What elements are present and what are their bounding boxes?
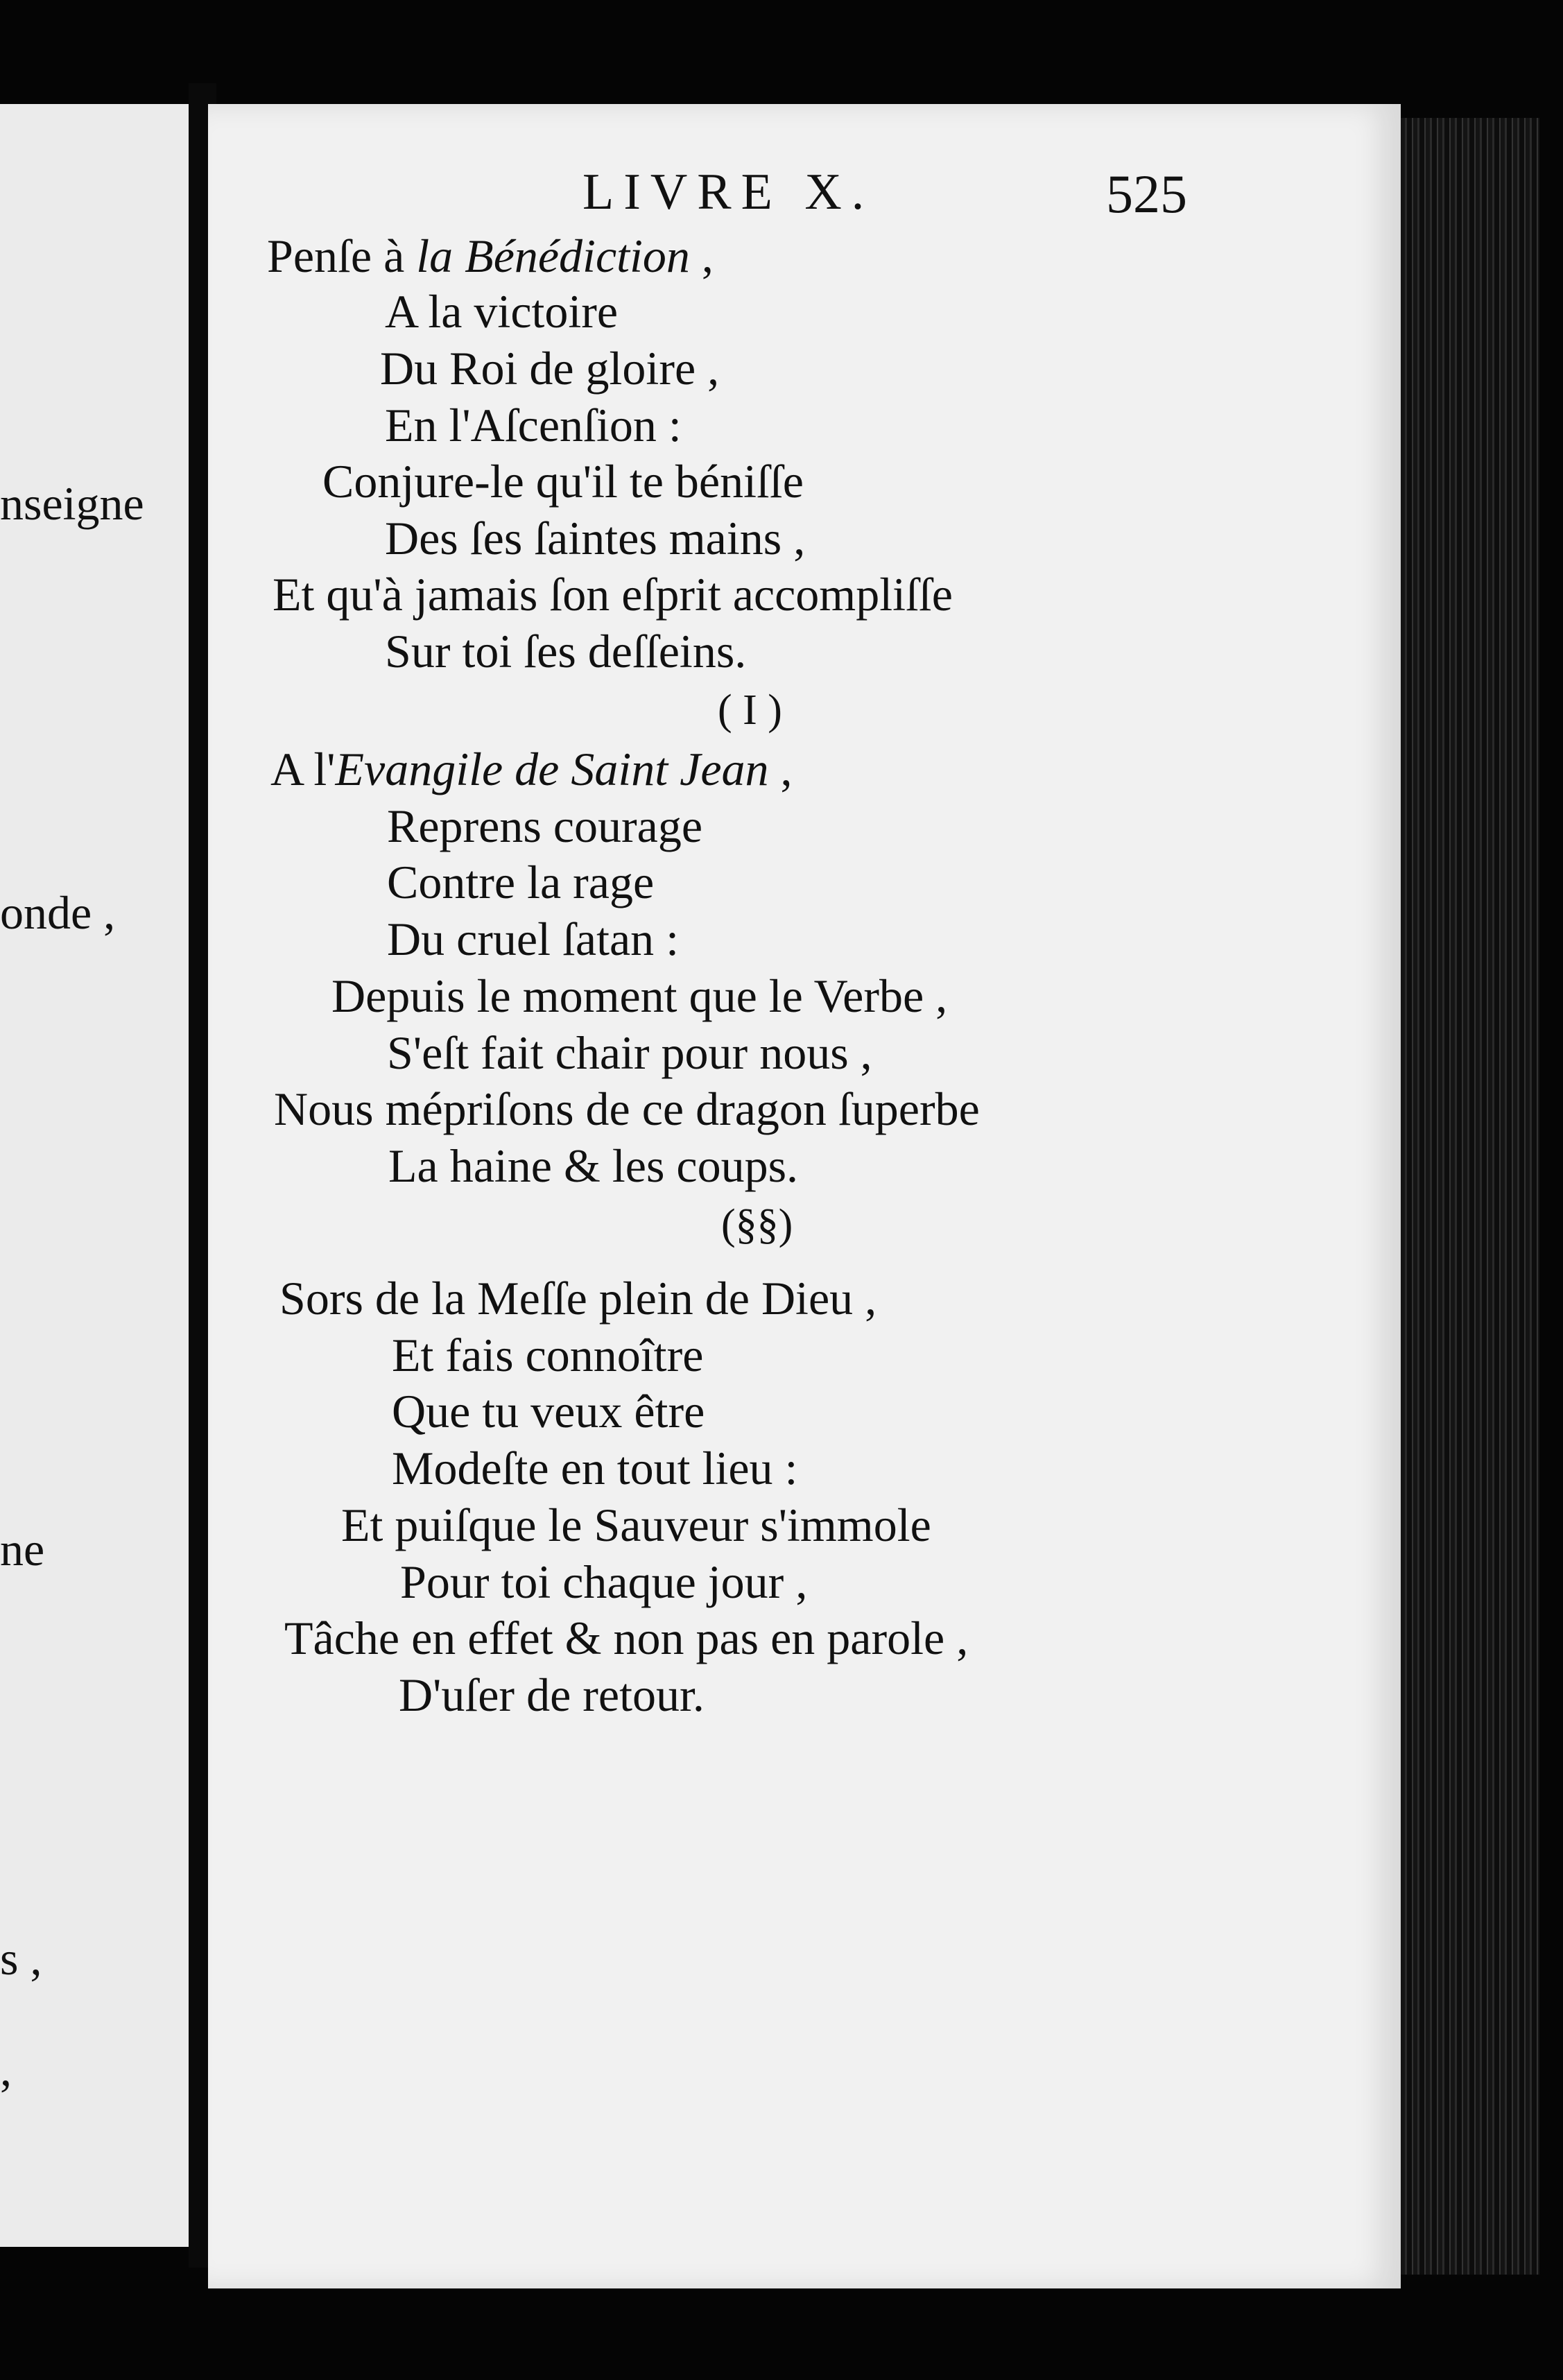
left-page-fragment: ,	[0, 2043, 12, 2096]
verse-line: La haine & les coups.	[388, 1139, 799, 1192]
book-edge	[1401, 118, 1539, 2275]
stanza-marker: ( I )	[718, 687, 782, 734]
verse-line: Pour toi chaque jour ,	[400, 1555, 808, 1608]
running-title: LIVRE X.	[582, 164, 874, 221]
verse-line: Conjure-le qu'il te béniſſe	[322, 455, 804, 508]
verse-line: Contre la rage	[387, 856, 655, 908]
verse-line: Reprens courage	[387, 800, 703, 852]
verse-line: Modeſte en tout lieu :	[392, 1442, 798, 1494]
verse-line: Depuis le moment que le Verbe ,	[331, 969, 948, 1022]
facing-page-left	[0, 104, 205, 2247]
verse-line: Et qu'à jamais ſon eſprit accompliſſe	[273, 568, 953, 621]
verse-line: Sors de la Meſſe plein de Dieu ,	[279, 1272, 877, 1325]
verse-line: Sur toi ſes deſſeins.	[385, 625, 747, 678]
verse-line: A la victoire	[385, 285, 619, 338]
stanza-marker: (§§)	[721, 1201, 793, 1248]
verse-line: Que tu veux être	[392, 1385, 705, 1438]
verse-line: S'eſt fait chair pour nous ,	[387, 1026, 872, 1079]
verse-line: Du Roi de gloire ,	[380, 342, 720, 395]
verse-line: Tâche en effet & non pas en parole ,	[284, 1612, 969, 1664]
verse-line: Et fais connoître	[392, 1329, 704, 1381]
left-page-fragment: s ,	[0, 1932, 42, 1985]
verse-line: En l'Aſcenſion :	[385, 399, 682, 451]
left-page-fragment: ne	[0, 1523, 45, 1576]
verse-line: D'uſer de retour.	[399, 1668, 705, 1721]
verse-line: Du cruel ſatan :	[387, 913, 680, 965]
verse-line: Et puiſque le Sauveur s'immole	[341, 1499, 931, 1551]
verse-line: A l'Evangile de Saint Jean ,	[270, 743, 793, 795]
left-page-fragment: nseigne	[0, 477, 144, 530]
left-page-fragment: onde ,	[0, 886, 116, 939]
verse-line: Des ſes ſaintes mains ,	[385, 512, 806, 564]
verse-line: Penſe à la Bénédiction ,	[267, 230, 714, 282]
page-number: 525	[1106, 164, 1187, 224]
verse-line: Nous mépriſons de ce dragon ſuperbe	[274, 1083, 980, 1135]
